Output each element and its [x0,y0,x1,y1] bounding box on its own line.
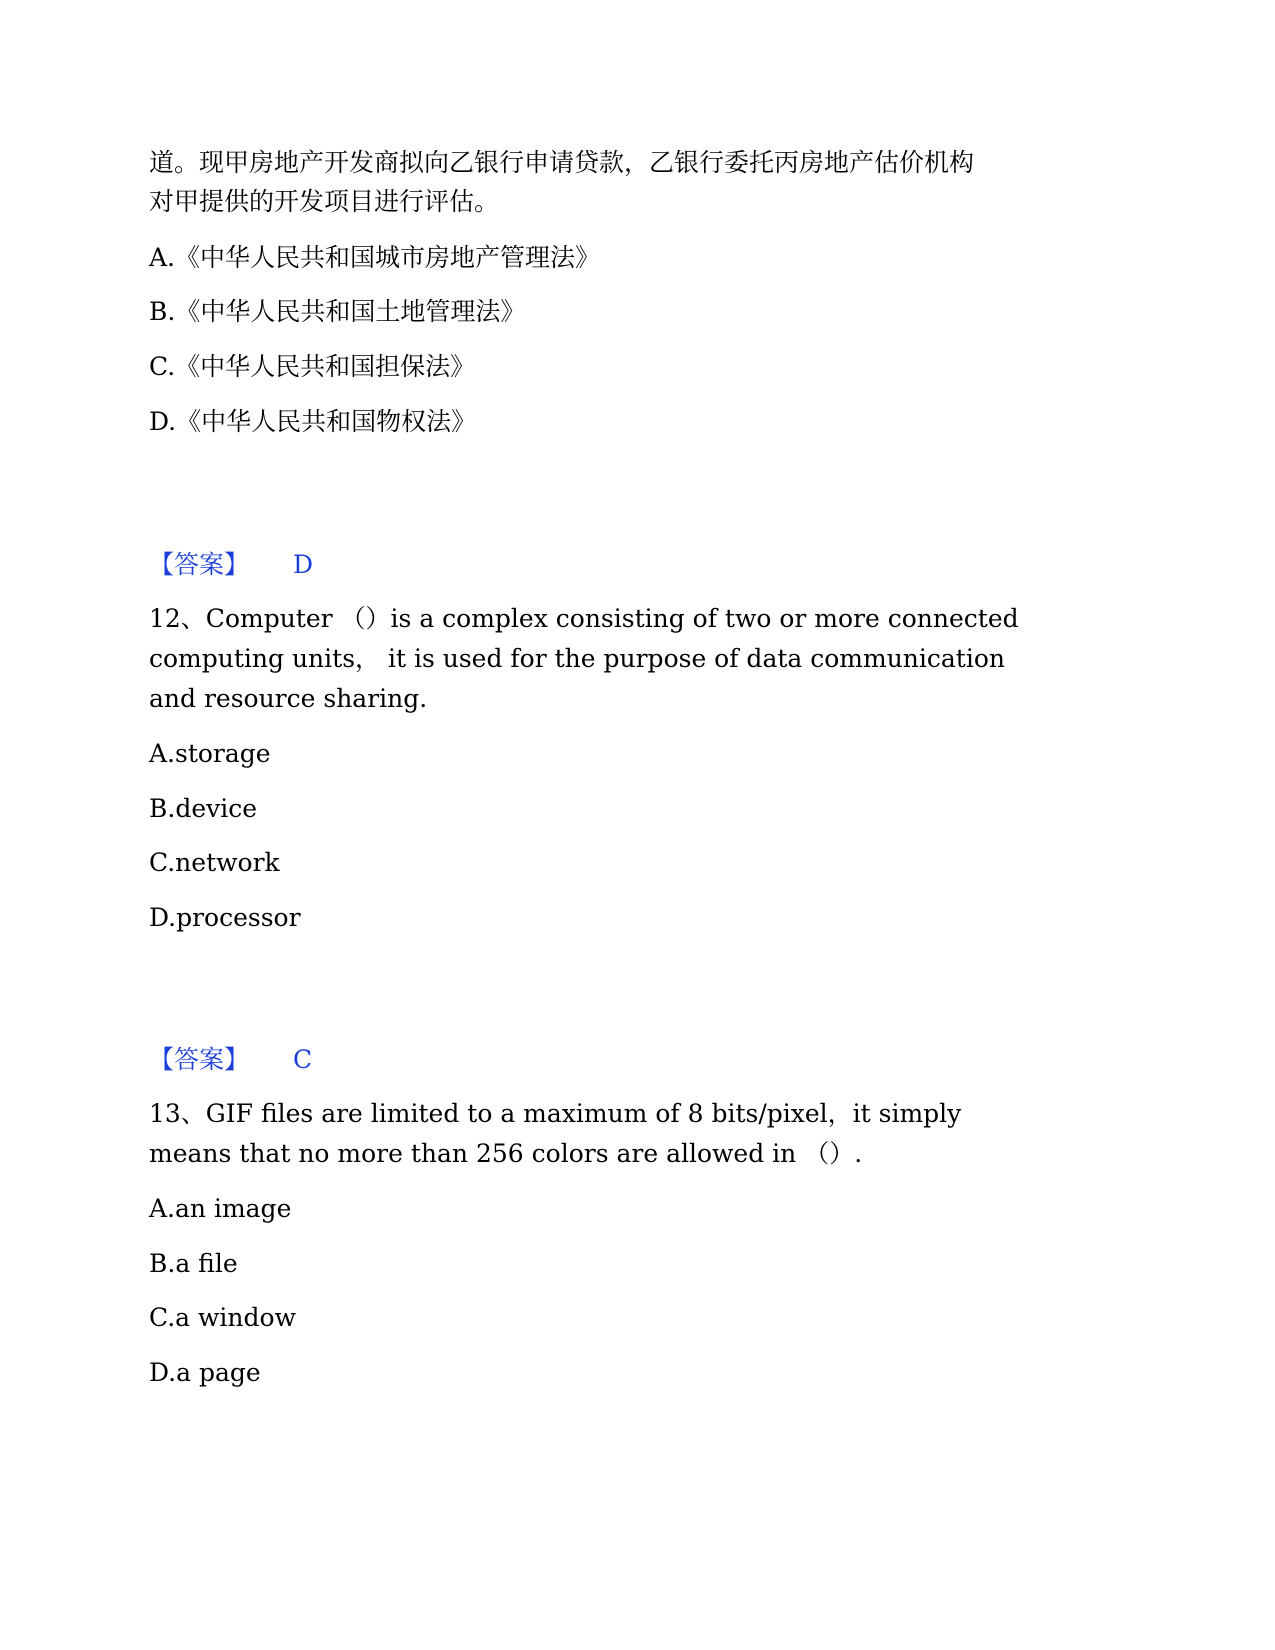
q13-option-b: B.a file [149,1249,238,1278]
q13-option-c: C.a window [149,1303,296,1332]
q12-stem-line-1: 12、Computer （）is a complex consisting of two or more connected [149,604,1019,633]
q11-answer-label: 【答案】 [149,550,250,579]
q11-answer [149,548,313,582]
q11-option-d: D.《中华人民共和国物权法》 [149,407,477,436]
q11-option-a: A.《中华人民共和国城市房地产管理法》 [149,243,601,272]
q12-option-a: A.storage [149,739,271,768]
q11-stem-line-1: 道。现甲房地产开发商拟向乙银行申请贷款，乙银行委托丙房地产估价机构 [149,148,975,177]
q13-option-d: D.a page [149,1358,261,1387]
q11-stem-line-2: 对甲提供的开发项目进行评估。 [149,187,500,216]
q11-option-b: B.《中华人民共和国土地管理法》 [149,297,526,326]
q12-answer [149,1043,312,1077]
q11-answer-value: D [293,550,314,579]
q12-stem-line-2: computing units， it is used for the purpose of data communication [149,644,1006,673]
q13-stem-line-2: means that no more than 256 colors are allowed in （）. [149,1139,863,1168]
q12-answer-value: C [293,1045,313,1074]
q12-option-c: C.network [149,848,280,877]
q11-option-c: C.《中华人民共和国担保法》 [149,352,476,381]
q12-answer-label: 【答案】 [149,1045,250,1074]
q12-option-b: B.device [149,794,258,823]
q13-stem-line-1: 13、GIF files are limited to a maximum of 8 bits/pixel，it simply [149,1099,962,1128]
q12-option-d: D.processor [149,903,301,932]
q12-stem-line-3: and resource sharing. [149,684,428,713]
q13-option-a: A.an image [149,1194,292,1223]
